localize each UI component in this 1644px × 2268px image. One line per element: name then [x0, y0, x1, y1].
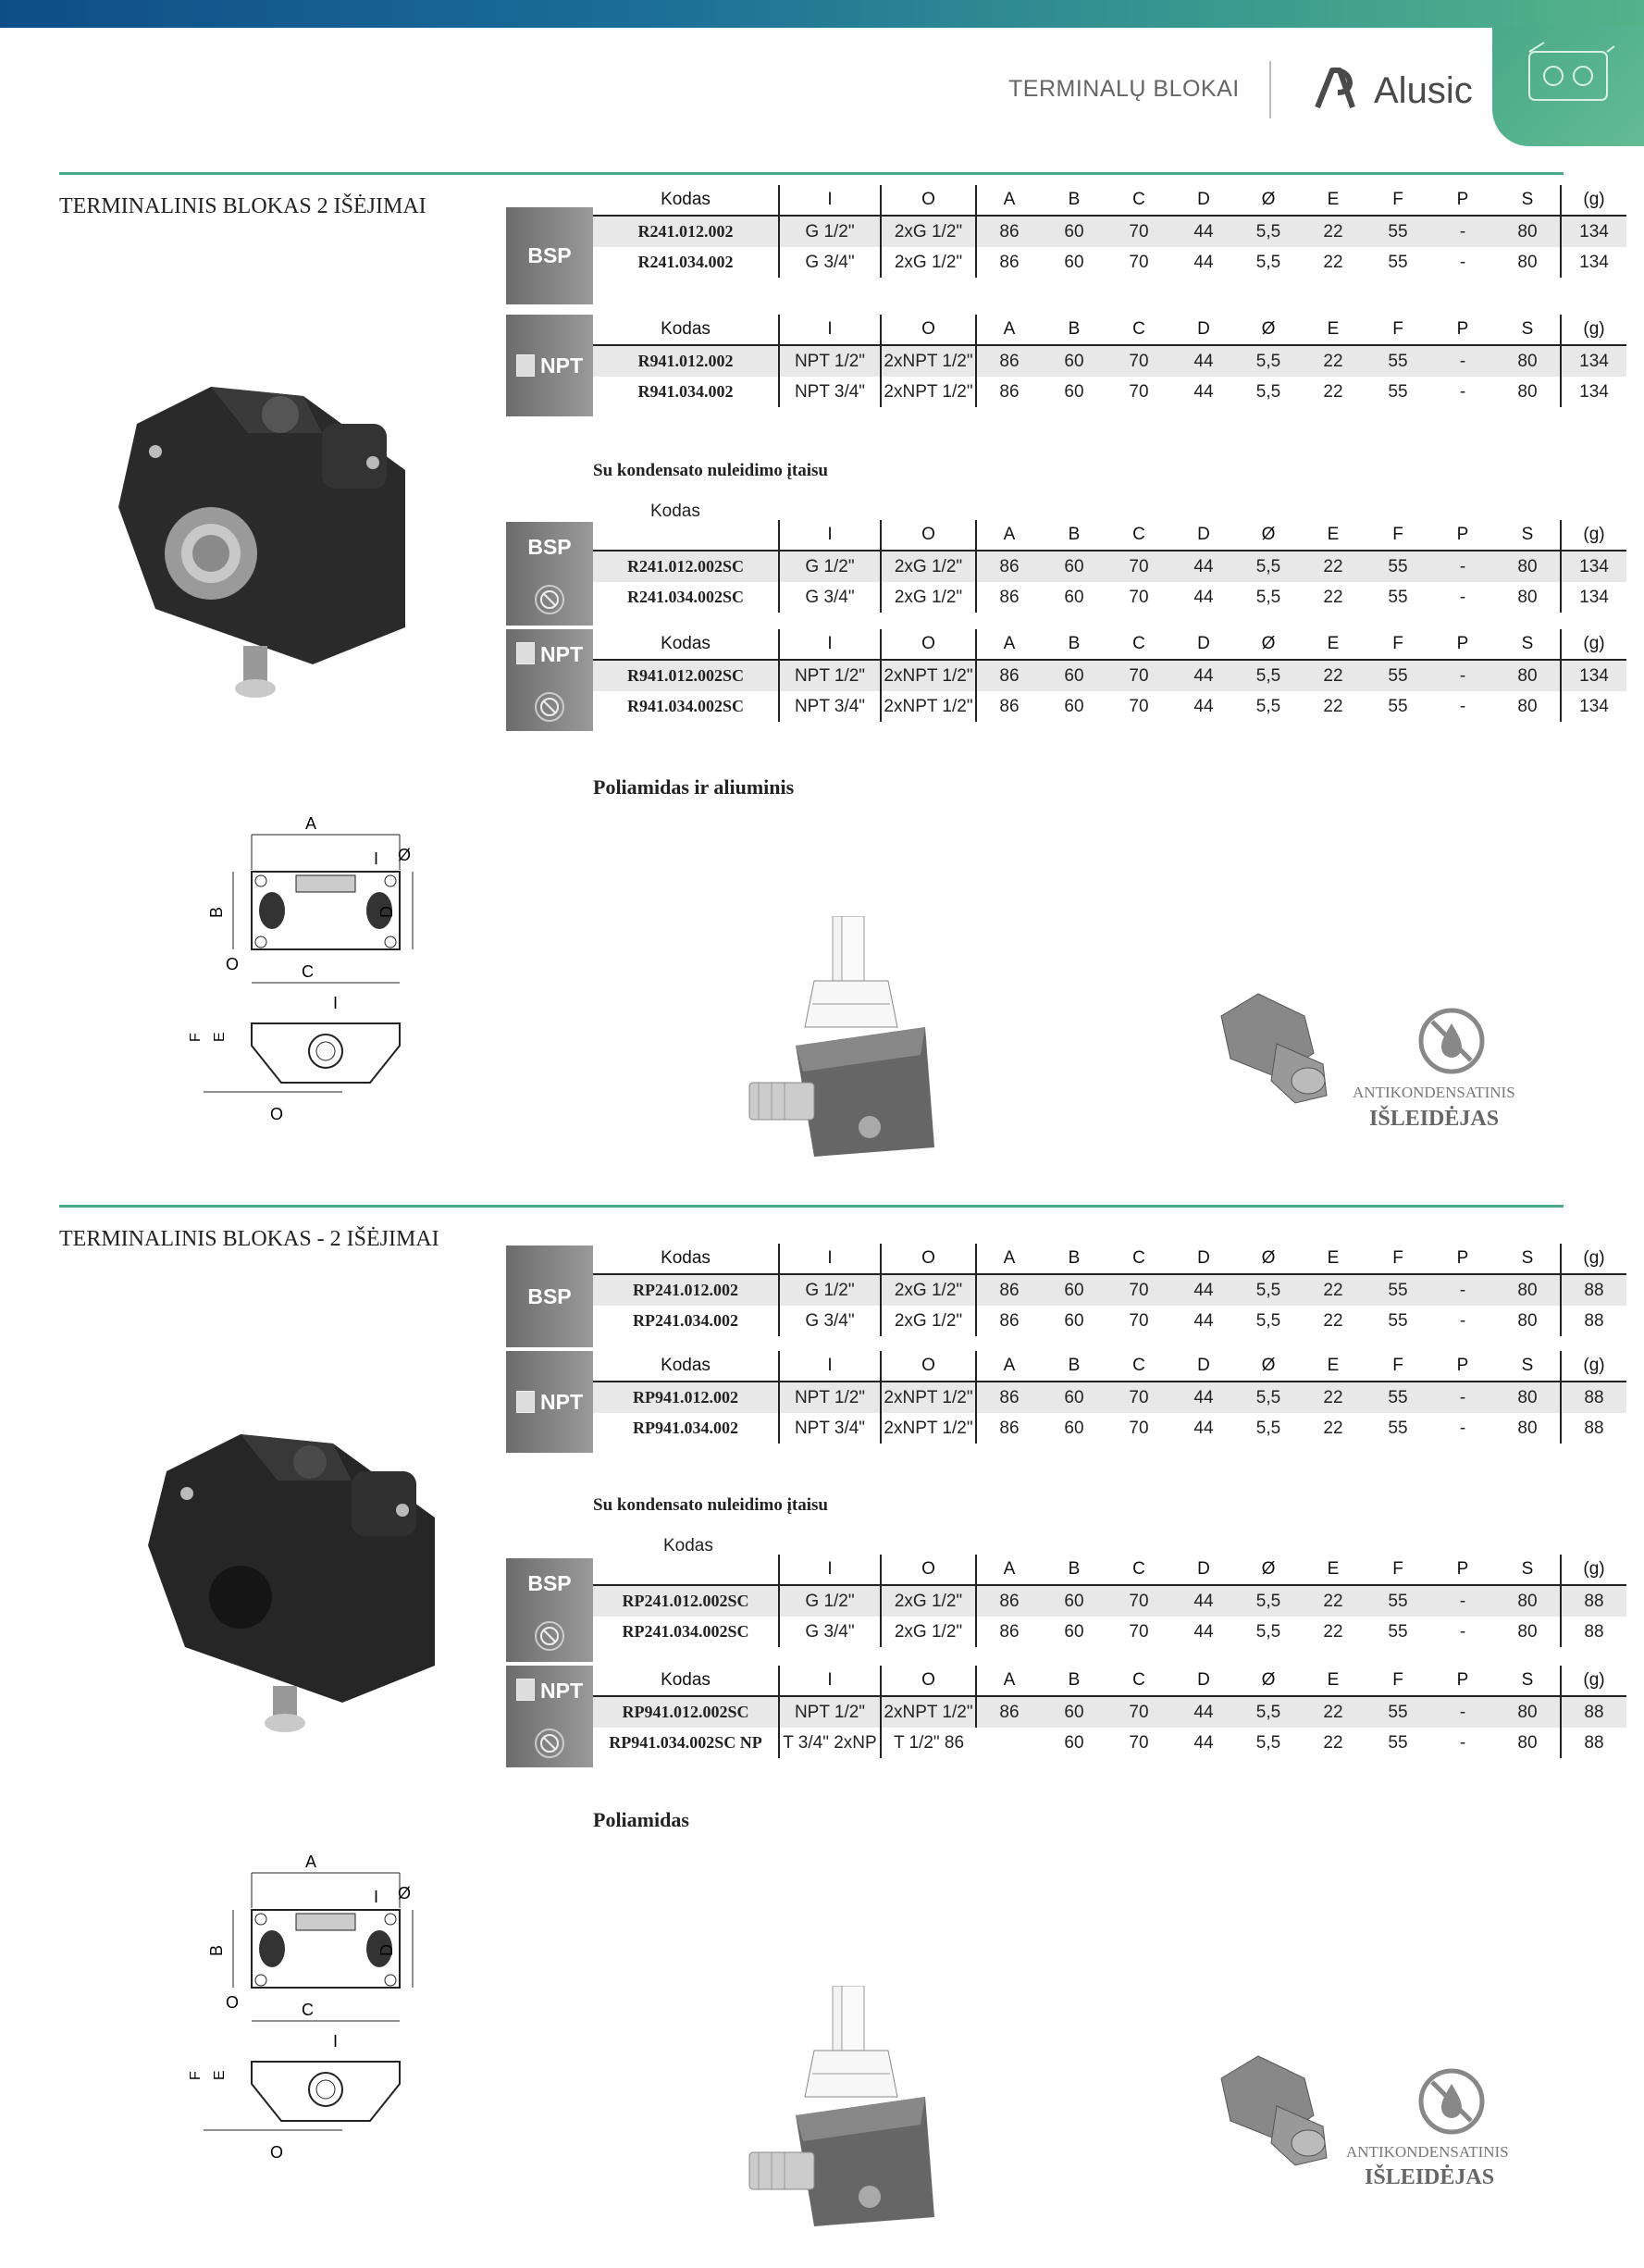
svg-text:O: O: [226, 955, 240, 973]
brand-logo-icon: [1312, 65, 1362, 113]
svg-text:Ø: Ø: [398, 846, 412, 864]
mounting-illustration: [731, 916, 953, 1184]
svg-text:E: E: [212, 1032, 228, 1042]
kodas-label: Kodas: [663, 1536, 713, 1555]
material-note: Poliamidas ir aliuminis: [593, 775, 795, 799]
bsp-block: BSP: [506, 1246, 593, 1347]
dimension-diagram: [185, 1853, 416, 2167]
svg-text:I: I: [333, 2032, 339, 2051]
drain-valve-image: [1212, 988, 1341, 1109]
npt-sc-block: NPT: [506, 629, 593, 731]
table-row: R241.012.002 G 1/2" 2xG 1/2" 86 60 70 44 5,5 22 55 - 80 134: [593, 216, 1626, 247]
spec-table-npt-sc: Kodas I O A B C D Ø E F P S (g) R941.012.002SC NPT 1/2" 2xNPT 1/2" 86 60 70 44 5,5 22 55 - 80 134 R941.034.002SC NPT 3/4" 2xNPT 1/2" 86 60 70 44 5,5 22 55 - 80 134: [593, 629, 1626, 722]
spec-table-bsp: Kodas I O A B C D Ø E F P S (g) RP241.012.002 G 1/2" 2xG 1/2" 86 60 70 44 5,5 22 55 - 80 88 RP241.034.002 G 3/4" 2xG 1/2" 86 60 70 44 5,5 22 55 - 80 88: [593, 1244, 1626, 1336]
svg-text:D: D: [377, 1944, 396, 1956]
header-category: TERMINALŲ BLOKAI: [1008, 76, 1240, 102]
svg-text:B: B: [207, 906, 226, 918]
svg-text:D: D: [377, 906, 396, 918]
npt-sc-block: NPT: [506, 1666, 593, 1767]
table-row: R241.012.002SC G 1/2" 2xG 1/2" 86 60 70 44 5,5 22 55 - 80 134: [593, 551, 1626, 582]
no-condensate-icon: [1417, 1007, 1486, 1075]
svg-text:I: I: [374, 849, 379, 868]
no-condensate-icon: [535, 1621, 564, 1651]
section-divider: [59, 172, 1564, 175]
bsp-sc-block: BSP: [506, 1558, 593, 1662]
svg-text:O: O: [270, 1105, 284, 1123]
drain-caption-small: ANTIKONDENSATINIS: [1353, 1084, 1515, 1101]
table-row: RP941.034.002SC NP T 3/4" 2xNP T 1/2" 86 60 70 44 5,5 22 55 - 80 88: [593, 1728, 1626, 1758]
spec-table-bsp-sc: I O A B C D Ø E F P S (g) RP241.012.002SC G 1/2" 2xG 1/2" 86 60 70 44 5,5 22 55 - 80 88 RP241.034.002SC G 3/4" 2xG 1/2" 86 60 70 44 5,5 22 55 - 80 88: [593, 1555, 1626, 1647]
drain-note: Su kondensato nuleidimo įtaisu: [593, 461, 828, 480]
mounting-illustration: [731, 1986, 953, 2254]
svg-text:F: F: [188, 1033, 204, 1042]
npt-icon: [516, 354, 535, 377]
table-row: RP241.012.002SC G 1/2" 2xG 1/2" 86 60 70 44 5,5 22 55 - 80 88: [593, 1585, 1626, 1617]
drain-caption-big: IŠLEIDĖJAS: [1369, 1107, 1500, 1131]
table-row: RP241.034.002 G 3/4" 2xG 1/2" 86 60 70 44 5,5 22 55 - 80 88: [593, 1306, 1626, 1336]
spec-table-npt-sc: Kodas I O A B C D Ø E F P S (g) RP941.012.002SC NPT 1/2" 2xNPT 1/2" 86 60 70 44 5,5 22 55 - 80 88 RP941.034.002SC NP T 3/4" 2xNP T 1/2" 86 60 70 44 5,5 22 55 - 80 88: [593, 1666, 1626, 1758]
svg-text:F: F: [188, 2071, 204, 2080]
dimension-diagram: [185, 814, 416, 1129]
drain-note: Su kondensato nuleidimo įtaisu: [593, 1495, 828, 1515]
kodas-label: Kodas: [650, 502, 700, 521]
table-row: R941.012.002 NPT 1/2" 2xNPT 1/2" 86 60 70 44 5,5 22 55 - 80 134: [593, 345, 1626, 377]
table-row: RP941.034.002 NPT 3/4" 2xNPT 1/2" 86 60 70 44 5,5 22 55 - 80 88: [593, 1413, 1626, 1444]
svg-text:O: O: [226, 1993, 240, 2012]
svg-text:E: E: [212, 2070, 228, 2080]
svg-text:C: C: [302, 2001, 314, 2019]
spec-table-npt: Kodas I O A B C D Ø E F P S (g) R941.012.002 NPT 1/2" 2xNPT 1/2" 86 60 70 44 5,5 22 55 - 80 134 R941.034.002 NPT 3/4" 2xNPT 1/2" 86 60 70 44 5,5 22 55 - 80 134: [593, 315, 1626, 407]
section-title: TERMINALINIS BLOKAS - 2 IŠĖJIMAI: [59, 1227, 439, 1251]
svg-text:I: I: [374, 1888, 379, 1906]
svg-text:C: C: [302, 962, 314, 981]
table-row: RP241.034.002SC G 3/4" 2xG 1/2" 86 60 70 44 5,5 22 55 - 80 88: [593, 1617, 1626, 1647]
header-tab: [1492, 26, 1644, 146]
npt-icon: [516, 1391, 535, 1413]
table-row: RP241.012.002 G 1/2" 2xG 1/2" 86 60 70 44 5,5 22 55 - 80 88: [593, 1274, 1626, 1306]
spec-table-bsp: Kodas I O A B C D Ø E F P S (g) R241.012.002 G 1/2" 2xG 1/2" 86 60 70 44 5,5 22 55 - 80 134 R241.034.002 G 3/4" 2xG 1/2" 86 60 70 44 5,5 22 55 - 80 134: [593, 185, 1626, 278]
no-condensate-icon: [535, 1729, 564, 1758]
drain-caption-big: IŠLEIDĖJAS: [1365, 2165, 1495, 2189]
svg-text:Ø: Ø: [398, 1884, 412, 1902]
spec-table-npt: Kodas I O A B C D Ø E F P S (g) RP941.012.002 NPT 1/2" 2xNPT 1/2" 86 60 70 44 5,5 22 55 - 80 88 RP941.034.002 NPT 3/4" 2xNPT 1/2" 86 60 70 44 5,5 22 55 - 80 88: [593, 1351, 1626, 1444]
product-image-polyamide: [139, 1416, 472, 1740]
table-row: R241.034.002 G 3/4" 2xG 1/2" 86 60 70 44 5,5 22 55 - 80 134: [593, 247, 1626, 278]
svg-text:A: A: [305, 1853, 317, 1871]
npt-icon: [516, 642, 535, 664]
drain-valve-image: [1212, 2051, 1341, 2171]
no-condensate-icon: [535, 692, 564, 722]
npt-block: NPT: [506, 315, 593, 416]
terminal-block-icon: [1522, 39, 1624, 113]
dim-label-a: A: [305, 814, 317, 833]
table-row: R241.034.002SC G 3/4" 2xG 1/2" 86 60 70 44 5,5 22 55 - 80 134: [593, 582, 1626, 613]
top-color-bar: [0, 0, 1644, 28]
section-divider: [59, 1205, 1564, 1208]
no-condensate-icon: [535, 585, 564, 614]
table-row: R941.012.002SC NPT 1/2" 2xNPT 1/2" 86 60 70 44 5,5 22 55 - 80 134: [593, 660, 1626, 691]
svg-text:I: I: [333, 994, 339, 1012]
bsp-sc-block: BSP: [506, 522, 593, 626]
table-row: R941.034.002 NPT 3/4" 2xNPT 1/2" 86 60 70 44 5,5 22 55 - 80 134: [593, 377, 1626, 407]
svg-text:O: O: [270, 2143, 284, 2162]
header-separator: [1269, 61, 1271, 118]
npt-block: NPT: [506, 1351, 593, 1453]
table-row: RP941.012.002 NPT 1/2" 2xNPT 1/2" 86 60 70 44 5,5 22 55 - 80 88: [593, 1382, 1626, 1413]
material-note: Poliamidas: [593, 1808, 689, 1831]
brand-name: Alusic: [1374, 70, 1473, 111]
table-row: RP941.012.002SC NPT 1/2" 2xNPT 1/2" 86 60 70 44 5,5 22 55 - 80 88: [593, 1696, 1626, 1728]
table-row: R941.034.002SC NPT 3/4" 2xNPT 1/2" 86 60 70 44 5,5 22 55 - 80 134: [593, 691, 1626, 722]
product-image-aluminium: [100, 368, 451, 711]
section-title: TERMINALINIS BLOKAS 2 IŠĖJIMAI: [59, 194, 426, 218]
npt-icon: [516, 1679, 535, 1701]
spec-table-bsp-sc: I O A B C D Ø E F P S (g) R241.012.002SC G 1/2" 2xG 1/2" 86 60 70 44 5,5 22 55 - 80 134 R241.034.002SC G 3/4" 2xG 1/2" 86 60 70 44 5,5 22 55 - 80 134: [593, 520, 1626, 613]
bsp-block: BSP: [506, 207, 593, 304]
svg-text:B: B: [207, 1944, 226, 1956]
no-condensate-icon: [1417, 2067, 1486, 2136]
drain-caption-small: ANTIKONDENSATINIS: [1346, 2143, 1509, 2161]
